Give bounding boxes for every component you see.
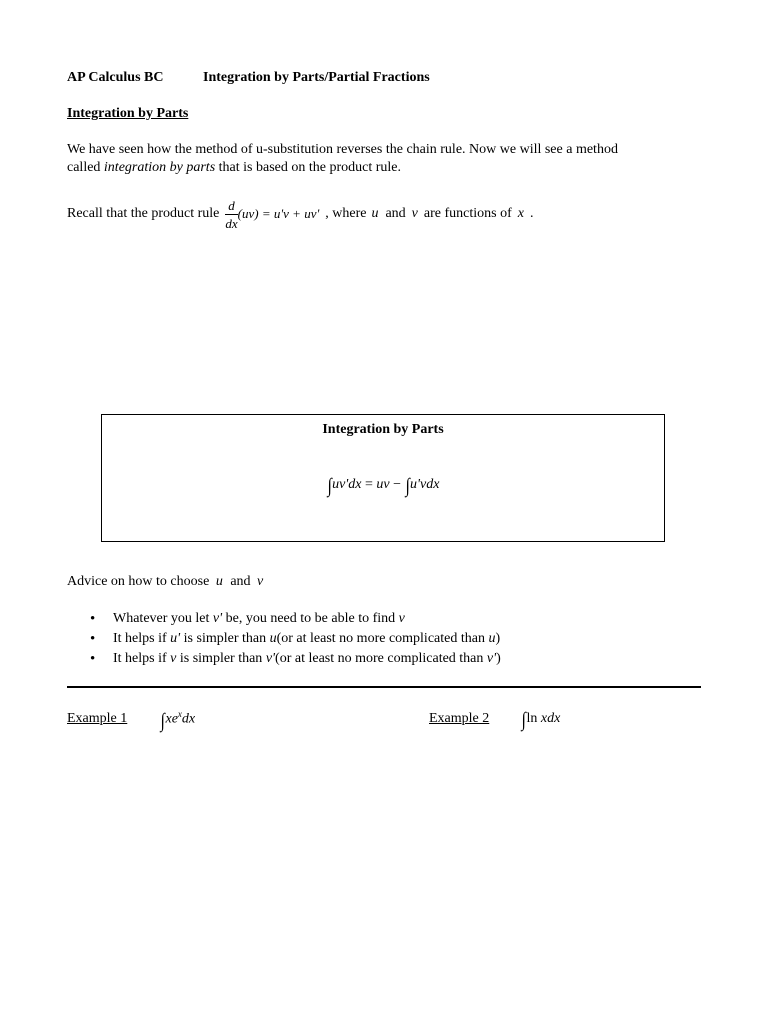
advice-bullet-1 <box>113 609 501 629</box>
var-v: v <box>411 206 418 221</box>
bullet-math: v' <box>265 651 276 666</box>
advice-bullet-2 <box>113 629 501 649</box>
bullet-text: ) <box>495 631 501 646</box>
bullet-math: u <box>269 631 277 646</box>
bullet-math: v' <box>212 611 223 626</box>
product-rule-formula: (uv) = u'v + uv' <box>237 206 320 221</box>
intro-line-1: We have seen how the method of u-substitution reverses the chain rule. Now we will see a method <box>67 142 618 157</box>
recall-where: , where <box>325 206 367 221</box>
bullet-text: ) <box>496 651 501 666</box>
bullet-math: u' <box>170 631 181 646</box>
bullet-math: v <box>170 651 177 666</box>
formula-box-title: Integration by Parts <box>322 422 444 437</box>
bullet-math: v <box>398 611 405 626</box>
formula-uv: uv <box>376 477 390 492</box>
bullet-text: (or at least no more complicated than <box>276 631 485 646</box>
intro-line-2-post: that is based on the product rule. <box>215 160 401 175</box>
example-2-ln: ln <box>526 711 538 726</box>
advice-u: u <box>215 574 223 589</box>
fraction-numerator: d <box>225 199 237 215</box>
var-u: u <box>371 206 379 221</box>
intro-line-2-pre: called <box>67 160 104 175</box>
example-1-exponent: x <box>177 709 182 719</box>
fraction-denominator: dx <box>225 215 238 231</box>
bullet-text: It helps if <box>113 651 167 666</box>
integral-sign-icon: ∫ <box>521 709 526 731</box>
example-1-label: Example 1 <box>67 711 128 726</box>
bullet-text: Whatever you let <box>113 611 210 626</box>
formula-minus: − <box>393 477 402 492</box>
derivative-fraction <box>225 199 237 230</box>
bullet-text: is simpler than <box>183 631 267 646</box>
recall-text: Recall that the product rule <box>67 206 220 221</box>
section-title: Integration by Parts <box>67 106 189 121</box>
advice-text: Advice on how to choose <box>67 574 210 589</box>
section-divider <box>67 686 701 688</box>
integral-sign-icon: ∫ <box>405 475 410 497</box>
example-2-expr: xdx <box>540 711 561 726</box>
advice-heading <box>67 574 263 590</box>
integral-sign-icon: ∫ <box>160 709 165 732</box>
formula-rhs: u'vdx <box>410 477 440 492</box>
topic-title: Integration by Parts/Partial Fractions <box>203 70 430 85</box>
var-x: x <box>517 206 524 221</box>
recall-period: . <box>529 206 534 221</box>
intro-emphasis: integration by parts <box>103 160 216 175</box>
integration-by-parts-formula <box>102 475 664 498</box>
example-2-label: Example 2 <box>429 711 490 726</box>
product-rule-line <box>67 194 533 234</box>
bullet-text: be, you need to be able to find <box>225 611 396 626</box>
integral-sign-icon: ∫ <box>327 475 332 497</box>
example-1-integral <box>160 709 195 733</box>
bullet-math: u <box>488 631 496 646</box>
example-1-expr: xe <box>165 711 178 727</box>
bullet-math: v' <box>486 651 497 666</box>
formula-equals: = <box>364 477 373 492</box>
advice-v: v <box>257 574 264 589</box>
intro-line-2 <box>67 160 401 176</box>
advice-bullet-3 <box>113 649 501 669</box>
formula-box <box>101 414 665 542</box>
example-2-integral <box>521 709 560 732</box>
example-1-dx: dx <box>181 711 196 727</box>
bullet-text: is simpler than <box>179 651 263 666</box>
advice-list <box>113 609 501 669</box>
bullet-text: (or at least no more complicated than <box>275 651 484 666</box>
recall-functions-of: are functions of <box>423 206 512 221</box>
recall-and: and <box>385 206 406 221</box>
formula-lhs: uv'dx <box>332 477 362 492</box>
advice-and: and <box>230 574 251 589</box>
bullet-text: It helps if <box>113 631 167 646</box>
course-title: AP Calculus BC <box>67 70 164 85</box>
